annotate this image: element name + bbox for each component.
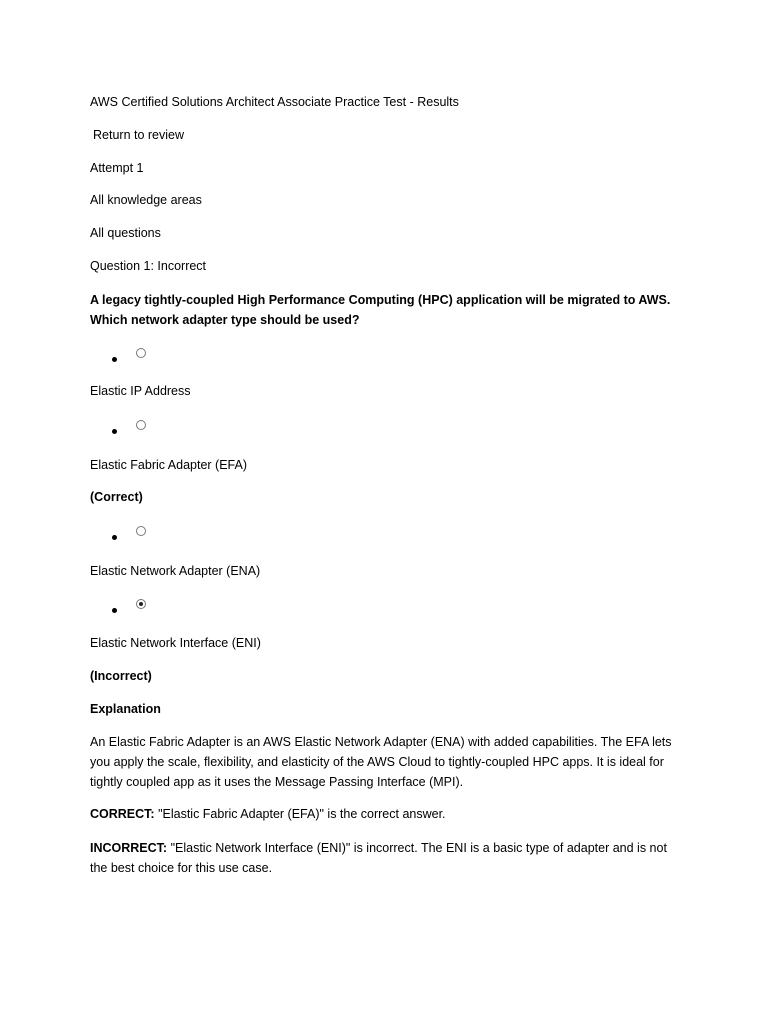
bullet-icon <box>112 608 117 613</box>
option-3-row <box>90 526 170 548</box>
incorrect-answer-note <box>90 838 680 878</box>
option-2-radio[interactable] <box>136 420 146 430</box>
page-title: AWS Certified Solutions Architect Associate Practice Test - Results <box>90 95 459 109</box>
option-4-row <box>90 599 170 621</box>
attempt-label: Attempt 1 <box>90 161 144 175</box>
option-2-status: (Correct) <box>90 490 143 504</box>
option-1-row <box>90 348 170 370</box>
option-1-label: Elastic IP Address <box>90 384 191 398</box>
option-4-label: Elastic Network Interface (ENI) <box>90 636 261 650</box>
question-filter: All questions <box>90 226 161 240</box>
question-header: Question 1: Incorrect <box>90 259 207 273</box>
knowledge-area-filter: All knowledge areas <box>90 193 202 207</box>
return-to-review-link[interactable]: Return to review <box>93 128 185 142</box>
bullet-icon <box>112 429 117 434</box>
bullet-icon <box>112 535 117 540</box>
incorrect-prefix: INCORRECT: <box>90 841 168 855</box>
question-text: A legacy tightly-coupled High Performance Computing (HPC) application will be migrated to AWS. Which network adapter type should be used? <box>90 293 671 327</box>
option-2-row <box>90 420 170 442</box>
option-3-radio[interactable] <box>136 526 146 536</box>
option-4-status: (Incorrect) <box>90 669 152 683</box>
explanation-text: An Elastic Fabric Adapter is an AWS Elastic Network Adapter (ENA) with added capabilities. The EFA lets you apply the scale, flexibility, and elasticity of the AWS Cloud to tightly-coupled HPC apps. It is ideal for tightly coupled app as it uses the Message Passing Interface (MPI). <box>90 735 672 789</box>
correct-prefix: CORRECT: <box>90 807 155 821</box>
option-2-label: Elastic Fabric Adapter (EFA) <box>90 458 248 472</box>
correct-text: "Elastic Fabric Adapter (EFA)" is the correct answer. <box>154 807 446 821</box>
correct-answer-note <box>90 804 446 824</box>
results-page <box>90 0 680 1024</box>
bullet-icon <box>112 357 117 362</box>
option-4-radio[interactable] <box>136 599 146 609</box>
incorrect-text: "Elastic Network Interface (ENI)" is incorrect. The ENI is a basic type of adapter and is not the best choice for this use case. <box>90 841 667 875</box>
option-1-radio[interactable] <box>136 348 146 358</box>
option-3-label: Elastic Network Adapter (ENA) <box>90 564 261 578</box>
explanation-heading: Explanation <box>90 702 161 716</box>
